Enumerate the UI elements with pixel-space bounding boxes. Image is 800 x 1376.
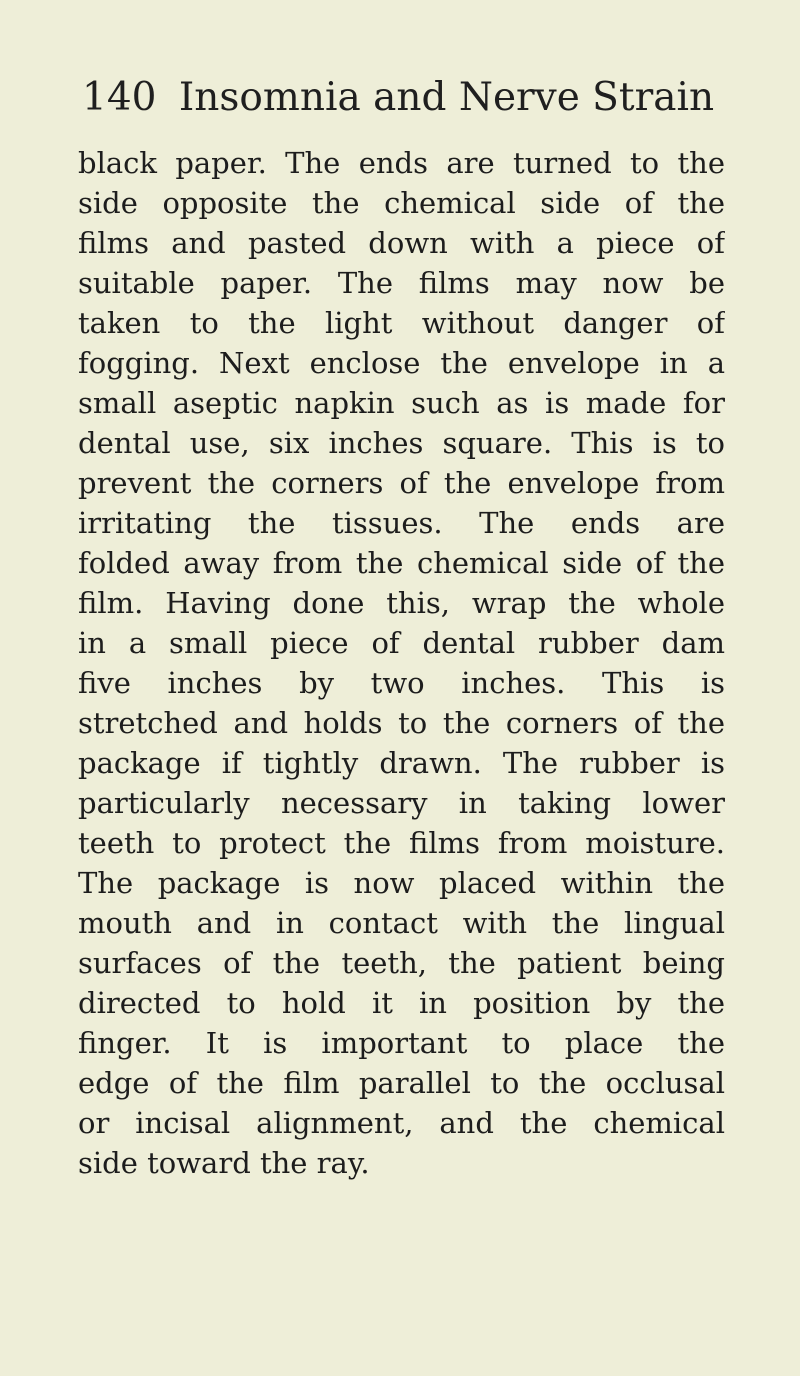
text-line-5: taken to the light without danger of (78, 306, 725, 340)
text-line-19: The package is now placed within the (78, 866, 725, 900)
text-line-18: teeth to protect the films from moisture. (78, 826, 725, 860)
text-line-23: finger. It is important to place the (78, 1026, 725, 1060)
text-line-10: irritating the tissues. The ends are (78, 506, 725, 540)
text-line-25: or incisal alignment, and the chemical (78, 1106, 725, 1140)
text-line-24: edge of the film parallel to the occlusal (78, 1066, 725, 1100)
page-header (82, 74, 714, 122)
text-line-16: package if tightly drawn. The rubber is (78, 746, 725, 780)
text-line-20: mouth and in contact with the lingual (78, 906, 725, 940)
text-line-14: five inches by two inches. This is (78, 666, 725, 700)
text-line-3: films and pasted down with a piece of (78, 226, 725, 260)
running-title: Insomnia and Nerve Strain (178, 75, 715, 120)
text-line-26: side toward the ray. (78, 1146, 370, 1180)
text-line-11: folded away from the chemical side of the (78, 546, 725, 580)
page-number: 140 (82, 75, 157, 120)
text-line-2: side opposite the chemical side of the (78, 186, 725, 220)
body-text (78, 143, 725, 1183)
text-line-22: directed to hold it in position by the (78, 986, 725, 1020)
text-line-13: in a small piece of dental rubber dam (78, 626, 725, 660)
text-line-6: fogging. Next enclose the envelope in a (78, 346, 725, 380)
text-line-1: black paper. The ends are turned to the (78, 146, 725, 180)
text-line-8: dental use, six inches square. This is to (78, 426, 725, 460)
text-line-21: surfaces of the teeth, the patient being (78, 946, 725, 980)
text-line-17: particularly necessary in taking lower (78, 786, 725, 820)
text-line-12: film. Having done this, wrap the whole (78, 586, 725, 620)
text-line-15: stretched and holds to the corners of the (78, 706, 725, 740)
text-line-7: small aseptic napkin such as is made for (78, 386, 725, 420)
text-line-4: suitable paper. The films may now be (78, 266, 725, 300)
text-line-9: prevent the corners of the envelope from (78, 466, 725, 500)
